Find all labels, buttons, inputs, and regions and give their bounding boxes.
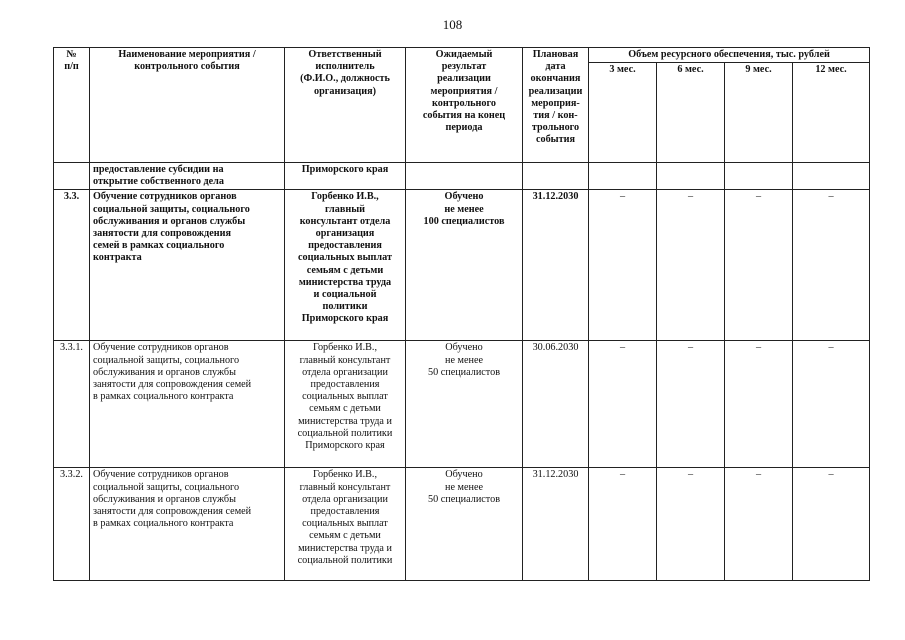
row-6m: –: [657, 341, 725, 468]
row-num: 3.3.1.: [54, 341, 90, 468]
row-3m: –: [589, 341, 657, 468]
row-3m: –: [589, 190, 657, 341]
row-executor: Приморского края: [285, 163, 406, 190]
header-resources: Объем ресурсного обеспечения, тыс. рублей: [589, 48, 870, 63]
table-row: [54, 341, 870, 468]
header-result: Ожидаемый результат реализации мероприятия / контрольного события на конец периода: [406, 48, 523, 163]
row-result: [406, 163, 523, 190]
row-3m: [589, 163, 657, 190]
row-date: [523, 163, 589, 190]
table-row: [54, 468, 870, 581]
row-12m: –: [793, 468, 870, 581]
row-9m: [725, 163, 793, 190]
page-number: 108: [442, 17, 463, 32]
table-row: [54, 190, 870, 341]
row-12m: –: [793, 190, 870, 341]
header-num: № п/п: [54, 48, 90, 163]
row-date: 31.12.2030: [523, 468, 589, 581]
row-num: 3.3.2.: [54, 468, 90, 581]
row-executor: Горбенко И.В., главный консультант отдела организация предоставления социальных выплат семьям с детьми министерства труда и социальной политики Приморского края: [285, 190, 406, 341]
header-period-9: 9 мес.: [725, 63, 793, 163]
row-result: Обучено не менее 100 специалистов: [406, 190, 523, 341]
row-num: 3.3.: [54, 190, 90, 341]
header-period-6: 6 мес.: [657, 63, 725, 163]
header-period-3: 3 мес.: [589, 63, 657, 163]
header-name: Наименование мероприятия / контрольного события: [90, 48, 285, 163]
header-date: Плановая дата окончания реализации мероприя- тия / кон- трольного события: [523, 48, 589, 163]
header-executor: Ответственный исполнитель (Ф.И.О., должность организация): [285, 48, 406, 163]
row-result: Обучено не менее 50 специалистов: [406, 468, 523, 581]
row-executor: Горбенко И.В., главный консультант отдела организации предоставления социальных выплат семьям с детьми министерства труда и социальной политики: [285, 468, 406, 581]
row-12m: [793, 163, 870, 190]
plan-table: [53, 47, 870, 581]
row-name: Обучение сотрудников органов социальной защиты, социального обслуживания и органов службы занятости для сопровождения семей в рамках социального контракта: [90, 341, 285, 468]
row-6m: [657, 163, 725, 190]
row-num: [54, 163, 90, 190]
header-period-12: 12 мес.: [793, 63, 870, 163]
row-result: Обучено не менее 50 специалистов: [406, 341, 523, 468]
row-9m: –: [725, 341, 793, 468]
row-3m: –: [589, 468, 657, 581]
header-row: [54, 48, 870, 63]
row-date: 31.12.2030: [523, 190, 589, 341]
row-9m: –: [725, 468, 793, 581]
row-name: Обучение сотрудников органов социальной защиты, социального обслуживания и органов службы занятости для сопровождения семей в рамках социального контракта: [90, 468, 285, 581]
row-name: Обучение сотрудников органов социальной защиты, социального обслуживания и органов службы занятости для сопровождения семей в рамках социального контракта: [90, 190, 285, 341]
row-9m: –: [725, 190, 793, 341]
row-executor: Горбенко И.В., главный консультант отдела организации предоставления социальных выплат семьям с детьми министерства труда и социальной политики Приморского края: [285, 341, 406, 468]
row-name: предоставление субсидии на открытие собственного дела: [90, 163, 285, 190]
row-6m: –: [657, 190, 725, 341]
row-12m: –: [793, 341, 870, 468]
table-row: [54, 163, 870, 190]
row-date: 30.06.2030: [523, 341, 589, 468]
row-6m: –: [657, 468, 725, 581]
